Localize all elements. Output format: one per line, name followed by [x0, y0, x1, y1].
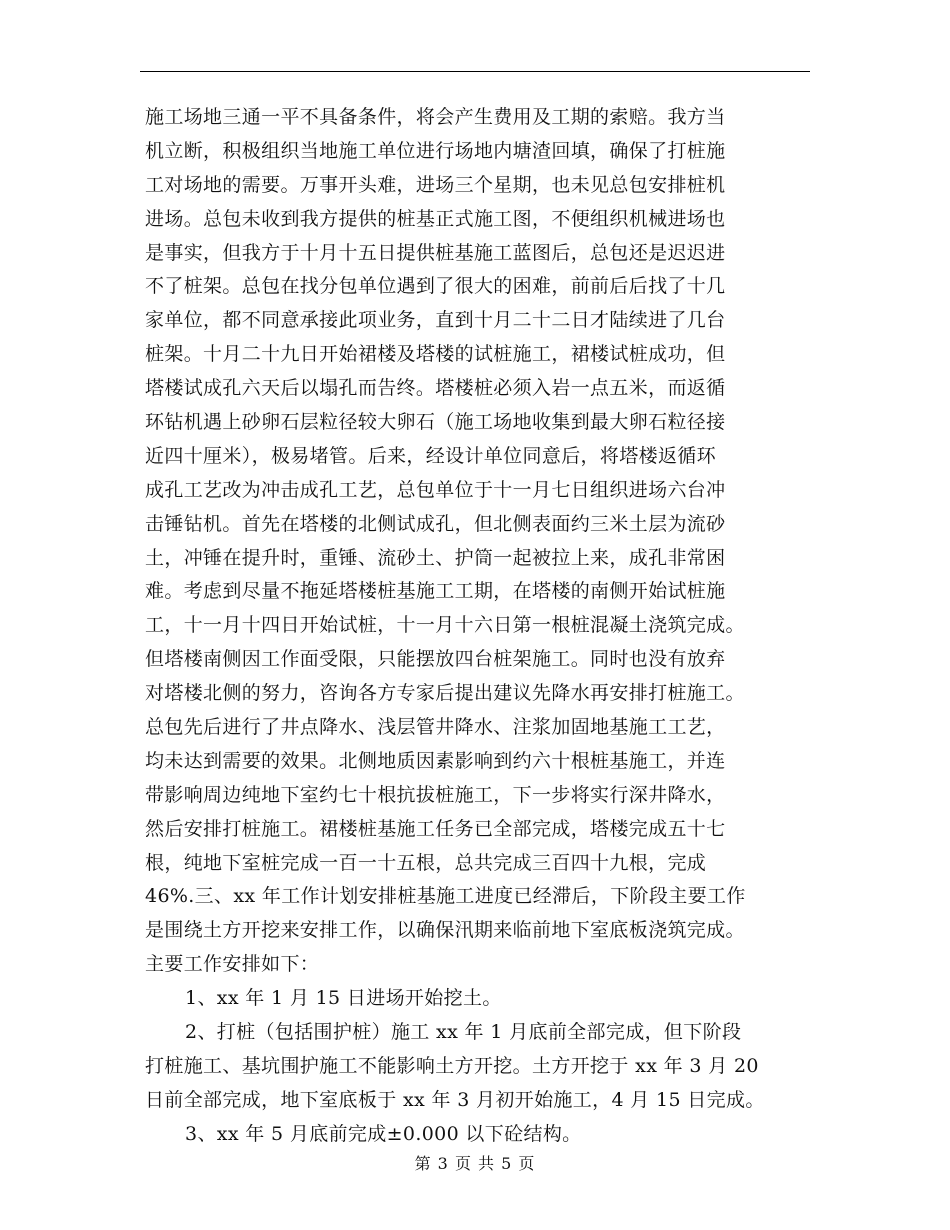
body-line: 主要工作安排如下： — [145, 953, 320, 976]
body-line: 总包先后进行了井点降水、浅层管井降水、注浆加固地基施工工艺， — [145, 716, 726, 739]
body-line: 带影响周边纯地下室约七十根抗拔桩施工，下一步将实行深井降水， — [145, 783, 726, 806]
body-line: 成孔工艺改为冲击成孔工艺，总包单位于十一月七日组织进场六台冲 — [145, 478, 726, 501]
body-line: 根，纯地下室桩完成一百一十五根，总共完成三百四十九根，完成 — [145, 851, 707, 874]
page-number-footer: 第 3 页 共 5 页 — [414, 1154, 536, 1173]
body-line: 但塔楼南侧因工作面受限，只能摆放四台桩架施工。同时也没有放弃 — [145, 648, 726, 671]
list-item: 1、xx 年 1 月 15 日进场开始挖土。 — [185, 987, 502, 1010]
body-line: 塔楼试成孔六天后以塌孔而告终。塔楼桩必须入岩一点五米，而返循 — [145, 377, 726, 400]
list-item: 3、xx 年 5 月底前完成±0.000 以下砼结构。 — [185, 1122, 582, 1145]
document-body — [145, 101, 810, 1152]
body-line: 然后安排打桩施工。裙楼桩基施工任务已全部完成，塔楼完成五十七 — [145, 817, 726, 840]
body-line: 环钻机遇上砂卵石层粒径较大卵石（施工场地收集到最大卵石粒径接 — [145, 411, 726, 434]
body-line: 桩架。十月二十九日开始裙楼及塔楼的试桩施工，裙楼试桩成功，但 — [145, 343, 726, 366]
body-line: 进场。总包未收到我方提供的桩基正式施工图，不便组织机械进场也 — [145, 207, 726, 230]
body-line: 近四十厘米），极易堵管。后来，经设计单位同意后，将塔楼返循环 — [145, 444, 717, 467]
body-line: 家单位，都不同意承接此项业务，直到十月二十二日才陆续进了几台 — [145, 309, 726, 332]
body-line: 是事实，但我方于十月十五日提供桩基施工蓝图后，总包还是迟迟进 — [145, 241, 726, 264]
body-line: 对塔楼北侧的努力，咨询各方专家后提出建议先降水再安排打桩施工。 — [145, 682, 745, 705]
body-line: 均未达到需要的效果。北侧地质因素影响到约六十根桩基施工，并连 — [145, 749, 726, 772]
list-item-continuation: 打桩施工、基坑围护施工不能影响土方开挖。土方开挖于 xx 年 3 月 20 — [145, 1054, 759, 1077]
body-line: 击锤钻机。首先在塔楼的北侧试成孔，但北侧表面约三米土层为流砂 — [145, 512, 726, 535]
list-item: 2、打桩（包括围护桩）施工 xx 年 1 月底前全部完成，但下阶段 — [185, 1021, 742, 1044]
body-line: 不了桩架。总包在找分包单位遇到了很大的困难，前前后后找了十几 — [145, 275, 726, 298]
body-line: 土，冲锤在提升时，重锤、流砂土、护筒一起被拉上来，成孔非常困 — [145, 546, 726, 569]
body-line: 工，十一月十四日开始试桩，十一月十六日第一根桩混凝土浇筑完成。 — [145, 614, 745, 637]
body-line: 施工场地三通一平不具备条件，将会产生费用及工期的索赔。我方当 — [145, 106, 726, 128]
body-line: 难。考虑到尽量不拖延塔楼桩基施工工期，在塔楼的南侧开始试桩施 — [145, 580, 726, 603]
body-line: 工对场地的需要。万事开头难，进场三个星期，也未见总包安排桩机 — [145, 173, 726, 196]
list-item-continuation: 日前全部完成，地下室底板于 xx 年 3 月初开始施工，4 月 15 日完成。 — [145, 1088, 765, 1111]
body-line: 机立断，积极组织当地施工单位进行场地内塘渣回填，确保了打桩施 — [145, 139, 726, 162]
body-line: 46%.三、xx 年工作计划安排桩基施工进度已经滞后，下阶段主要工作 — [145, 885, 746, 908]
body-line: 是围绕土方开挖来安排工作，以确保汛期来临前地下室底板浇筑完成。 — [145, 919, 745, 942]
header-rule — [140, 71, 810, 72]
